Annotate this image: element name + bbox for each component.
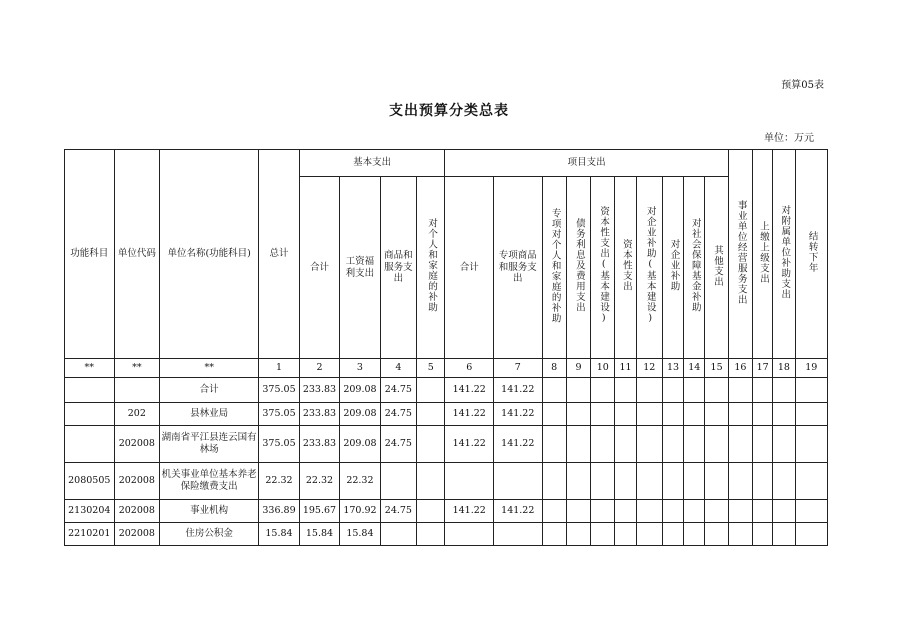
cell-p-total: [445, 463, 494, 500]
cell-empty: [705, 426, 728, 463]
cell-b-goods: [380, 463, 416, 500]
cell-empty: [773, 403, 795, 426]
cell-func: [65, 378, 115, 403]
cell-name: 县林业局: [160, 403, 259, 426]
cell-empty: [662, 378, 683, 403]
cell-b-goods: 24.75: [380, 500, 416, 523]
header-subsidiary: 对附属单位补助支出: [773, 150, 795, 359]
cell-b-personal: [417, 463, 445, 500]
cell-empty: [662, 463, 683, 500]
cell-b-goods: 24.75: [380, 426, 416, 463]
cell-empty: [728, 523, 752, 546]
column-number-cell: 12: [636, 359, 662, 378]
column-number-cell: 7: [494, 359, 543, 378]
cell-name: 事业机构: [160, 500, 259, 523]
table-row: [65, 426, 828, 463]
cell-func: 2210201: [65, 523, 115, 546]
table-row: [65, 500, 828, 523]
table-row: [65, 378, 828, 403]
cell-empty: [566, 500, 590, 523]
column-number-cell: 6: [445, 359, 494, 378]
cell-empty: [566, 426, 590, 463]
cell-empty: [591, 500, 615, 523]
header-basic-total: 合计: [299, 177, 339, 359]
cell-b-personal: [417, 426, 445, 463]
table-row: [65, 523, 828, 546]
cell-empty: [728, 378, 752, 403]
cell-p-total: 141.22: [445, 378, 494, 403]
cell-empty: [615, 403, 636, 426]
column-number-cell: 13: [662, 359, 683, 378]
column-number-cell: 19: [795, 359, 827, 378]
cell-code: 202008: [114, 500, 160, 523]
cell-empty: [566, 523, 590, 546]
cell-empty: [684, 500, 705, 523]
cell-empty: [684, 403, 705, 426]
column-number-cell: 3: [340, 359, 380, 378]
cell-func: 2130204: [65, 500, 115, 523]
cell-empty: [684, 426, 705, 463]
cell-b-wage: 15.84: [340, 523, 380, 546]
cell-empty: [795, 378, 827, 403]
cell-empty: [591, 378, 615, 403]
column-number-cell: 5: [417, 359, 445, 378]
column-number-row: [65, 359, 828, 378]
cell-b-goods: [380, 523, 416, 546]
cell-name: 合计: [160, 378, 259, 403]
cell-empty: [705, 403, 728, 426]
header-carryover: 结转下年: [795, 150, 827, 359]
cell-code: 202008: [114, 463, 160, 500]
cell-p-total: [445, 523, 494, 546]
cell-empty: [615, 500, 636, 523]
column-number-cell: 11: [615, 359, 636, 378]
header-func-subject: 功能科目: [65, 150, 115, 359]
header-proj-capital: 资本性支出: [615, 177, 636, 359]
cell-empty: [728, 463, 752, 500]
cell-empty: [753, 463, 773, 500]
cell-b-total: 233.83: [299, 378, 339, 403]
unit-label: 单位：万元: [764, 133, 814, 144]
cell-p-goods: [494, 523, 543, 546]
form-number: 预算05表: [781, 80, 824, 91]
cell-b-personal: [417, 403, 445, 426]
column-number-cell: 8: [542, 359, 566, 378]
header-proj-enterprise-basic: 对企业补助(基本建设): [636, 177, 662, 359]
column-number-cell: 17: [753, 359, 773, 378]
header-higher-level: 上缴上级支出: [753, 150, 773, 359]
cell-b-personal: [417, 378, 445, 403]
header-proj-debt: 债务利息及费用支出: [566, 177, 590, 359]
cell-empty: [662, 500, 683, 523]
header-unit-name: 单位名称(功能科目): [160, 150, 259, 359]
cell-empty: [542, 426, 566, 463]
header-basic-personal: 对个人和家庭的补助: [417, 177, 445, 359]
cell-b-total: 233.83: [299, 426, 339, 463]
cell-empty: [753, 426, 773, 463]
cell-empty: [566, 378, 590, 403]
column-number-cell: 14: [684, 359, 705, 378]
cell-empty: [636, 426, 662, 463]
cell-b-personal: [417, 500, 445, 523]
header-proj-social: 对社会保障基金补助: [684, 177, 705, 359]
cell-empty: [728, 426, 752, 463]
cell-p-goods: 141.22: [494, 500, 543, 523]
cell-empty: [705, 463, 728, 500]
cell-b-personal: [417, 523, 445, 546]
header-proj-capital-basic: 资本性支出(基本建设): [591, 177, 615, 359]
cell-empty: [615, 426, 636, 463]
cell-b-wage: 209.08: [340, 403, 380, 426]
header-unit-code: 单位代码: [114, 150, 160, 359]
cell-empty: [753, 378, 773, 403]
cell-name: 湖南省平江县连云国有林场: [160, 426, 259, 463]
cell-p-total: 141.22: [445, 500, 494, 523]
expenditure-budget-table: [64, 149, 828, 546]
cell-code: 202008: [114, 426, 160, 463]
cell-empty: [705, 378, 728, 403]
cell-empty: [705, 523, 728, 546]
cell-empty: [542, 500, 566, 523]
header-proj-enterprise: 对企业补助: [662, 177, 683, 359]
column-number-cell: 15: [705, 359, 728, 378]
cell-empty: [662, 403, 683, 426]
cell-p-goods: 141.22: [494, 403, 543, 426]
cell-empty: [542, 523, 566, 546]
cell-p-goods: 141.22: [494, 426, 543, 463]
column-number-cell: 16: [728, 359, 752, 378]
cell-empty: [636, 523, 662, 546]
header-basic-wage: 工资福利支出: [340, 177, 380, 359]
cell-b-goods: 24.75: [380, 403, 416, 426]
cell-empty: [753, 403, 773, 426]
column-number-cell: 1: [259, 359, 299, 378]
cell-func: [65, 426, 115, 463]
cell-empty: [542, 463, 566, 500]
header-proj-personal: 专项对个人和家庭的补助: [542, 177, 566, 359]
header-basic-group: 基本支出: [299, 150, 445, 177]
cell-empty: [773, 523, 795, 546]
cell-empty: [591, 523, 615, 546]
header-proj-goods: 专项商品和服务支出: [494, 177, 543, 359]
cell-empty: [615, 378, 636, 403]
cell-empty: [705, 500, 728, 523]
cell-total: 336.89: [259, 500, 299, 523]
cell-empty: [795, 500, 827, 523]
cell-b-total: 15.84: [299, 523, 339, 546]
cell-empty: [636, 463, 662, 500]
cell-empty: [753, 523, 773, 546]
cell-empty: [795, 426, 827, 463]
cell-code: 202: [114, 403, 160, 426]
cell-empty: [773, 463, 795, 500]
cell-empty: [615, 523, 636, 546]
column-number-cell: **: [65, 359, 115, 378]
cell-empty: [773, 500, 795, 523]
cell-empty: [753, 500, 773, 523]
cell-name: 住房公积金: [160, 523, 259, 546]
cell-empty: [662, 426, 683, 463]
column-number-cell: 9: [566, 359, 590, 378]
header-basic-goods: 商品和服务支出: [380, 177, 416, 359]
cell-empty: [542, 378, 566, 403]
cell-b-wage: 22.32: [340, 463, 380, 500]
page-title: 支出预算分类总表: [389, 103, 509, 119]
cell-empty: [684, 378, 705, 403]
cell-func: 2080505: [65, 463, 115, 500]
cell-empty: [795, 463, 827, 500]
cell-empty: [795, 403, 827, 426]
cell-empty: [566, 463, 590, 500]
column-number-cell: 18: [773, 359, 795, 378]
cell-empty: [636, 378, 662, 403]
cell-total: 375.05: [259, 403, 299, 426]
cell-empty: [773, 378, 795, 403]
cell-total: 22.32: [259, 463, 299, 500]
header-proj-other: 其他支出: [705, 177, 728, 359]
cell-name: 机关事业单位基本养老保险缴费支出: [160, 463, 259, 500]
cell-b-total: 195.67: [299, 500, 339, 523]
column-number-cell: **: [160, 359, 259, 378]
column-number-cell: 10: [591, 359, 615, 378]
cell-empty: [591, 426, 615, 463]
column-number-cell: 4: [380, 359, 416, 378]
cell-empty: [795, 523, 827, 546]
cell-b-wage: 209.08: [340, 426, 380, 463]
cell-empty: [636, 403, 662, 426]
cell-p-total: 141.22: [445, 426, 494, 463]
cell-b-goods: 24.75: [380, 378, 416, 403]
header-total: 总计: [259, 150, 299, 359]
header-proj-total: 合计: [445, 177, 494, 359]
cell-empty: [684, 463, 705, 500]
cell-empty: [684, 523, 705, 546]
column-number-cell: **: [114, 359, 160, 378]
table-row: [65, 403, 828, 426]
cell-p-goods: [494, 463, 543, 500]
table-row: [65, 463, 828, 500]
cell-empty: [662, 523, 683, 546]
cell-empty: [773, 426, 795, 463]
header-project-group: 项目支出: [445, 150, 728, 177]
cell-empty: [636, 500, 662, 523]
cell-empty: [728, 403, 752, 426]
cell-empty: [591, 463, 615, 500]
column-number-cell: 2: [299, 359, 339, 378]
header-business-service: 事业单位经营服务支出: [728, 150, 752, 359]
cell-p-total: 141.22: [445, 403, 494, 426]
cell-b-wage: 209.08: [340, 378, 380, 403]
cell-b-wage: 170.92: [340, 500, 380, 523]
cell-total: 375.05: [259, 426, 299, 463]
cell-func: [65, 403, 115, 426]
cell-total: 15.84: [259, 523, 299, 546]
cell-empty: [566, 403, 590, 426]
cell-total: 375.05: [259, 378, 299, 403]
cell-p-goods: 141.22: [494, 378, 543, 403]
cell-b-total: 233.83: [299, 403, 339, 426]
cell-b-total: 22.32: [299, 463, 339, 500]
cell-empty: [591, 403, 615, 426]
cell-code: 202008: [114, 523, 160, 546]
cell-empty: [542, 403, 566, 426]
cell-empty: [615, 463, 636, 500]
cell-code: [114, 378, 160, 403]
cell-empty: [728, 500, 752, 523]
